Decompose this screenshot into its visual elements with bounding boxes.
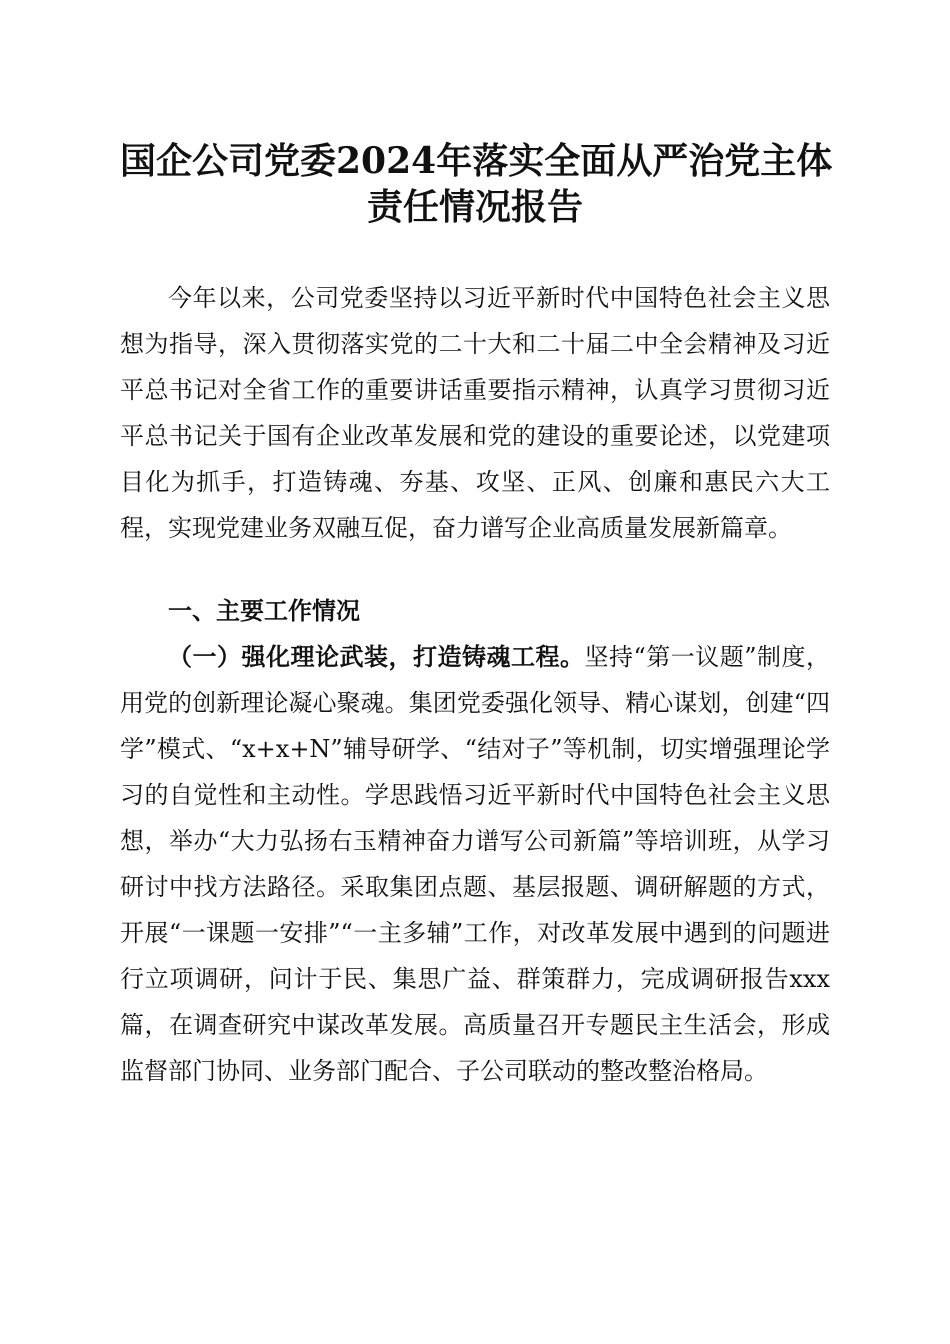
intro-paragraph: 今年以来，公司党委坚持以习近平新时代中国特色社会主义思想为指导，深入贯彻落实党的二十大和二十届二中全会精神及习近平总书记对全省工作的重要讲话重要指示精神，认真学习贯彻习近平总书记关于国有企业改革发展和党的建设的重要论述，以党建项目化为抓手，打造铸魂、夯基、攻坚、正风、创廉和惠民六大工程，实现党建业务双融互促，奋力谱写企业高质量发展新篇章。 (120, 284, 830, 542)
subsection-paragraph (120, 634, 830, 1094)
subsection-title: （一）强化理论武装，打造铸魂工程。 (168, 642, 585, 671)
page-title (120, 138, 833, 230)
title-line-2: 责任情况报告 (366, 186, 583, 228)
section-heading: 一、主要工作情况 (168, 597, 360, 625)
subsection-body: 坚持“第一议题”制度，用党的创新理论凝心聚魂。集团党委强化领导、精心谋划，创建“四学”模式、“x+x+N”辅导研学、“结对子”等机制，切实增强理论学习的自觉性和主动性。学思践悟习近平新时代中国特色社会主义思想，举办“大力弘扬右玉精神奋力谱写公司新篇”等培训班，从学习研讨中找方法路径。采取集团点题、基层报题、调研解题的方式，开展“一课题一安排”“一主多辅”工作，对改革发展中遇到的问题进行立项调研，问计于民、集思广益、群策群力，完成调研报告xxx篇，在调查研究中谋改革发展。高质量召开专题民主生活会，形成监督部门协同、业务部门配合、子公司联动的整改整治格局。 (120, 643, 831, 1085)
title-line-1: 国企公司党委2024年落实全面从严治党主体 (120, 140, 833, 182)
